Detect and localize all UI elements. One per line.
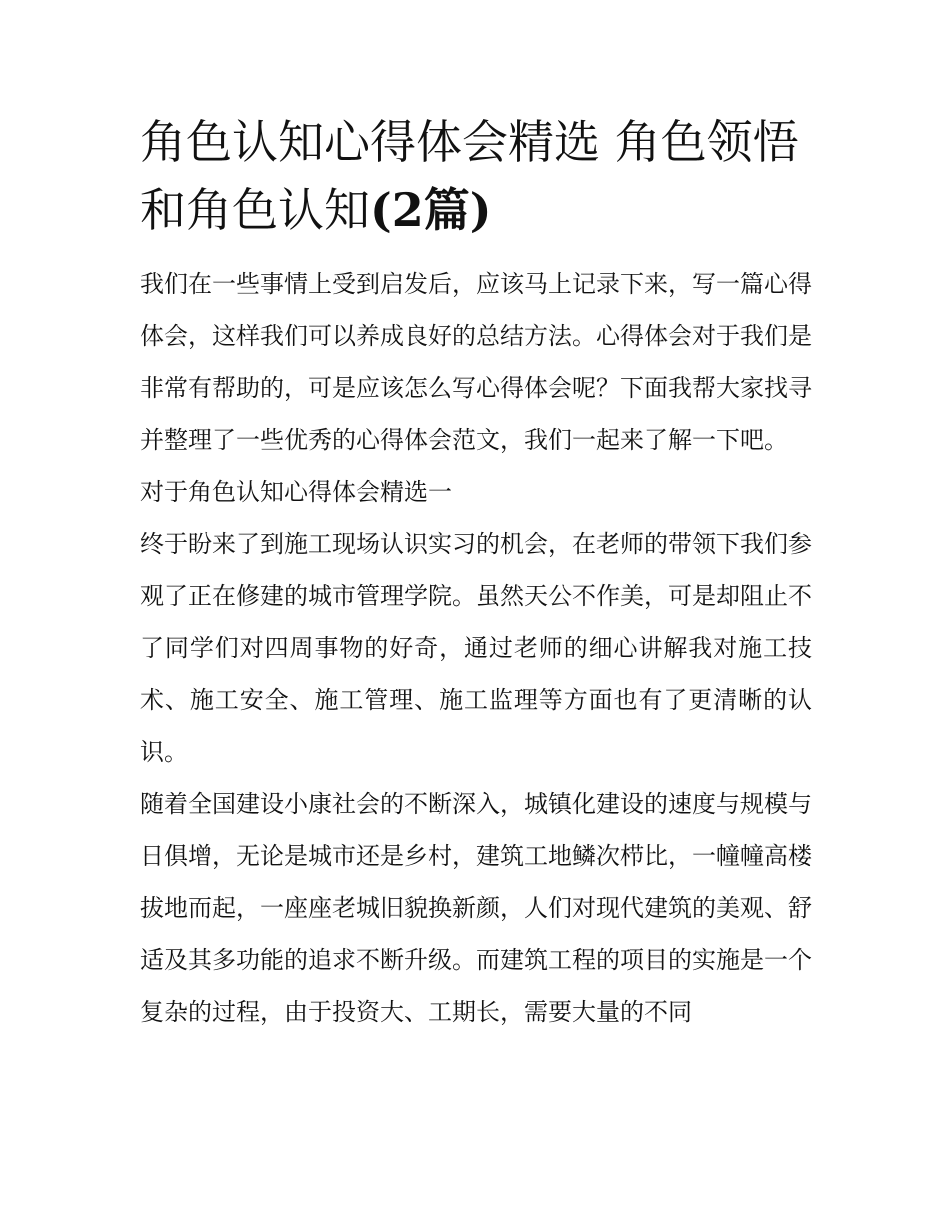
title-main-text: 角色认知心得体会精选 角色领悟和角色认知 xyxy=(140,115,799,237)
section-heading: 对于角色认知心得体会精选一 xyxy=(140,478,452,506)
body-paragraph-1: 终于盼来了到施工现场认识实习的机会，在老师的带领下我们参观了正在修建的城市管理学院。虽然天公不作美，可是却阻止不了同学们对四周事物的好奇，通过老师的细心讲解我对施工技术、施工安全、施工管理、施工监理等方面也有了更清晰的认识。 xyxy=(140,530,812,766)
intro-paragraph: 我们在一些事情上受到启发后，应该马上记录下来，写一篇心得体会，这样我们可以养成良好的总结方法。心得体会对于我们是非常有帮助的，可是应该怎么写心得体会呢？下面我帮大家找寻并整理了一些优秀的心得体会范文，我们一起来了解一下吧。 xyxy=(140,270,812,454)
document-body xyxy=(140,108,812,1038)
title-count-text: (2篇) xyxy=(370,183,492,237)
body-paragraph-2: 随着全国建设小康社会的不断深入，城镇化建设的速度与规模与日俱增，无论是城市还是乡村，建筑工地鳞次栉比，一幢幢高楼拔地而起，一座座老城旧貌换新颜，人们对现代建筑的美观、舒适及其多功能的追求不断升级。而建筑工程的项目的实施是一个复杂的过程，由于投资大、工期长，需要大量的不同 xyxy=(140,790,812,1026)
document-title xyxy=(140,108,812,244)
